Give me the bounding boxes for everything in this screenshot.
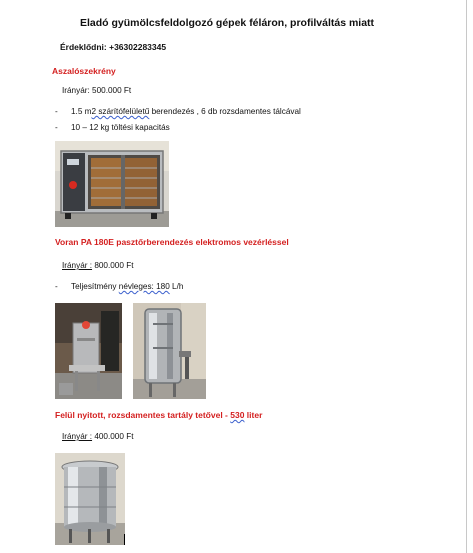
bullet-text: 10 – 12 kg töltési kapacitás — [71, 123, 170, 132]
bullet-text-prefix: Teljesítmény — [71, 282, 119, 291]
heading-suffix: liter — [244, 410, 263, 420]
price-value: 400.000 Ft — [92, 432, 134, 441]
text-cursor — [124, 534, 125, 545]
bullet-performance — [55, 282, 183, 291]
pasteurizer-photo-1 — [55, 303, 122, 399]
bullet-dash: - — [55, 107, 58, 116]
section-heading-voran: Voran PA 180E pasztőrberendezés elektromos vezérléssel — [55, 237, 289, 247]
price-line-3 — [62, 432, 133, 441]
bullet-text-suffix: berendezés , 6 db rozsdamentes tálcával — [149, 107, 301, 116]
section-heading-aszaloszekreny: Aszalószekrény — [52, 66, 116, 76]
price-value: 800.000 Ft — [92, 261, 134, 270]
heading-volume: 530 — [230, 410, 245, 420]
dryer-cabinet-image — [55, 141, 169, 227]
document-title: Eladó gyümölcsfeldolgozó gépek féláron, profilváltás miatt — [80, 17, 375, 29]
heading-prefix: Felül nyitott, rozsdamentes tartály tetővel - — [55, 410, 231, 420]
bullet-surface — [55, 107, 301, 116]
bullet-text-underlined: névleges: 180 — [118, 282, 170, 291]
price-label: Irányár : — [62, 261, 93, 270]
contact-line: Érdeklődni: +36302283345 — [60, 42, 167, 52]
bullet-dash: - — [55, 123, 58, 132]
price-line-1: Irányár: 500.000 Ft — [62, 86, 132, 95]
section-heading-tartaly — [55, 410, 262, 420]
pasteurizer-image-2 — [133, 303, 206, 399]
tank-photo — [55, 453, 125, 545]
dryer-cabinet-photo — [55, 141, 169, 227]
price-label: Irányár : — [62, 432, 93, 441]
tank-image — [55, 453, 125, 545]
pasteurizer-image-1 — [55, 303, 122, 399]
bullet-text-prefix: 1.5 m — [71, 107, 92, 116]
price-line-2 — [62, 261, 133, 270]
bullet-text-underlined: 2 szárítófelületű — [91, 107, 150, 116]
bullet-text-suffix: L/h — [169, 282, 184, 291]
bullet-capacity — [55, 123, 170, 132]
bullet-dash: - — [55, 282, 58, 291]
pasteurizer-photo-2 — [133, 303, 206, 399]
